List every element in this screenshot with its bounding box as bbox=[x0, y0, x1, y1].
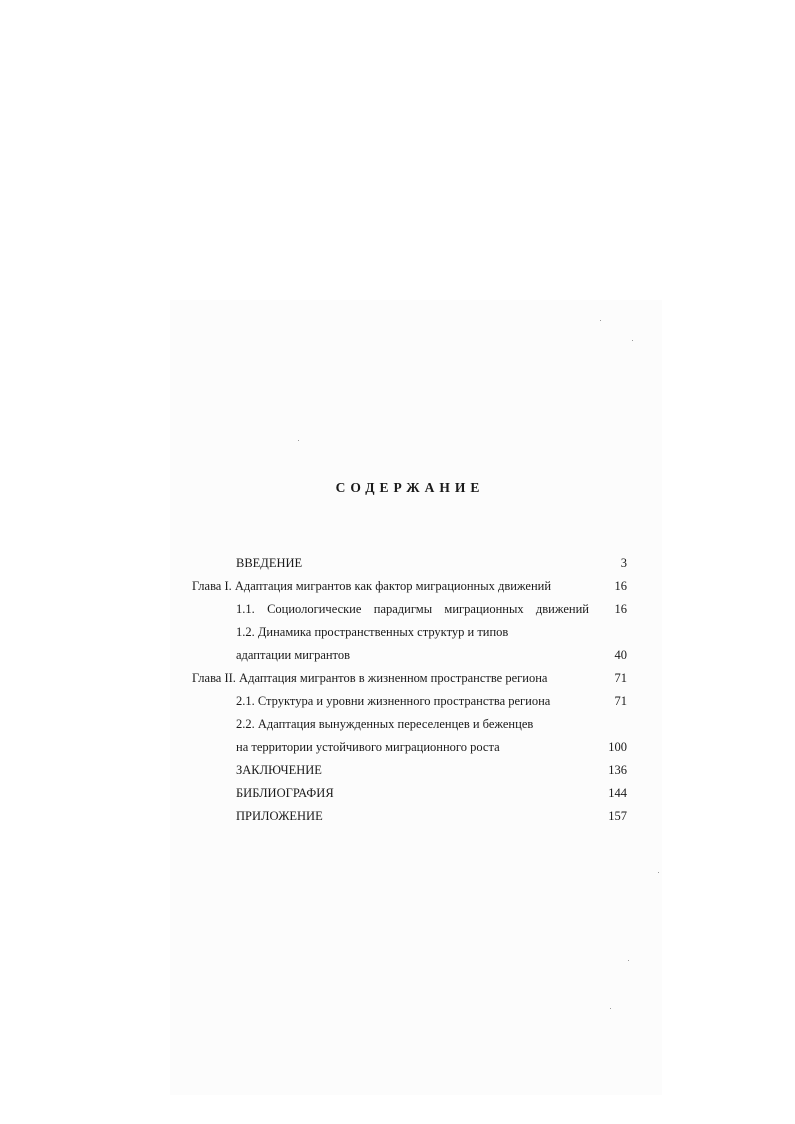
toc-page-number: 40 bbox=[614, 648, 627, 662]
toc-entry-section-1-2: 1.2. Динамика пространственных структур и типов bbox=[236, 625, 509, 639]
toc-word: миграционных bbox=[444, 602, 524, 616]
scan-speck bbox=[610, 1008, 611, 1009]
toc-entry-appendix: ПРИЛОЖЕНИЕ bbox=[236, 809, 323, 823]
toc-word: Социологические bbox=[267, 602, 362, 616]
toc-word: парадигмы bbox=[373, 602, 433, 616]
toc-page-number: 16 bbox=[614, 602, 627, 616]
toc-page-number: 157 bbox=[608, 809, 627, 823]
scan-speck bbox=[632, 340, 633, 341]
toc-entry-chapter-1: Глава I. Адаптация мигрантов как фактор миграционных движений bbox=[192, 579, 552, 593]
toc-word: 1.1. bbox=[236, 602, 255, 616]
toc-page-number: 16 bbox=[614, 579, 627, 593]
toc-entry-section-2-2-cont: на территории устойчивого миграционного роста bbox=[236, 740, 500, 754]
toc-word: движений bbox=[535, 602, 589, 616]
toc-entry-section-1-1 bbox=[236, 600, 589, 618]
toc-page-number: 144 bbox=[608, 786, 627, 800]
toc-page-number: 100 bbox=[608, 740, 627, 754]
scan-speck bbox=[628, 960, 629, 961]
toc-page-number: 3 bbox=[620, 556, 627, 570]
toc-title: СОДЕРЖАНИЕ bbox=[335, 480, 485, 495]
toc-entry-chapter-2: Глава II. Адаптация мигрантов в жизненном пространстве региона bbox=[192, 671, 548, 685]
scan-speck bbox=[658, 872, 659, 873]
toc-entry-bibliography: БИБЛИОГРАФИЯ bbox=[236, 786, 334, 800]
toc-page-number: 136 bbox=[608, 763, 627, 777]
toc-page-number: 71 bbox=[614, 694, 627, 708]
toc-entry-section-2-2: 2.2. Адаптация вынужденных переселенцев и беженцев bbox=[236, 717, 534, 731]
toc-entry-conclusion: ЗАКЛЮЧЕНИЕ bbox=[236, 763, 322, 777]
toc-entry-section-1-2-cont: адаптации мигрантов bbox=[236, 648, 351, 662]
scan-speck bbox=[298, 440, 299, 441]
toc-entry-section-2-1: 2.1. Структура и уровни жизненного пространства региона bbox=[236, 694, 551, 708]
toc-entry-introduction: ВВЕДЕНИЕ bbox=[236, 556, 303, 570]
scan-speck bbox=[600, 320, 601, 321]
toc-page-number: 71 bbox=[614, 671, 627, 685]
